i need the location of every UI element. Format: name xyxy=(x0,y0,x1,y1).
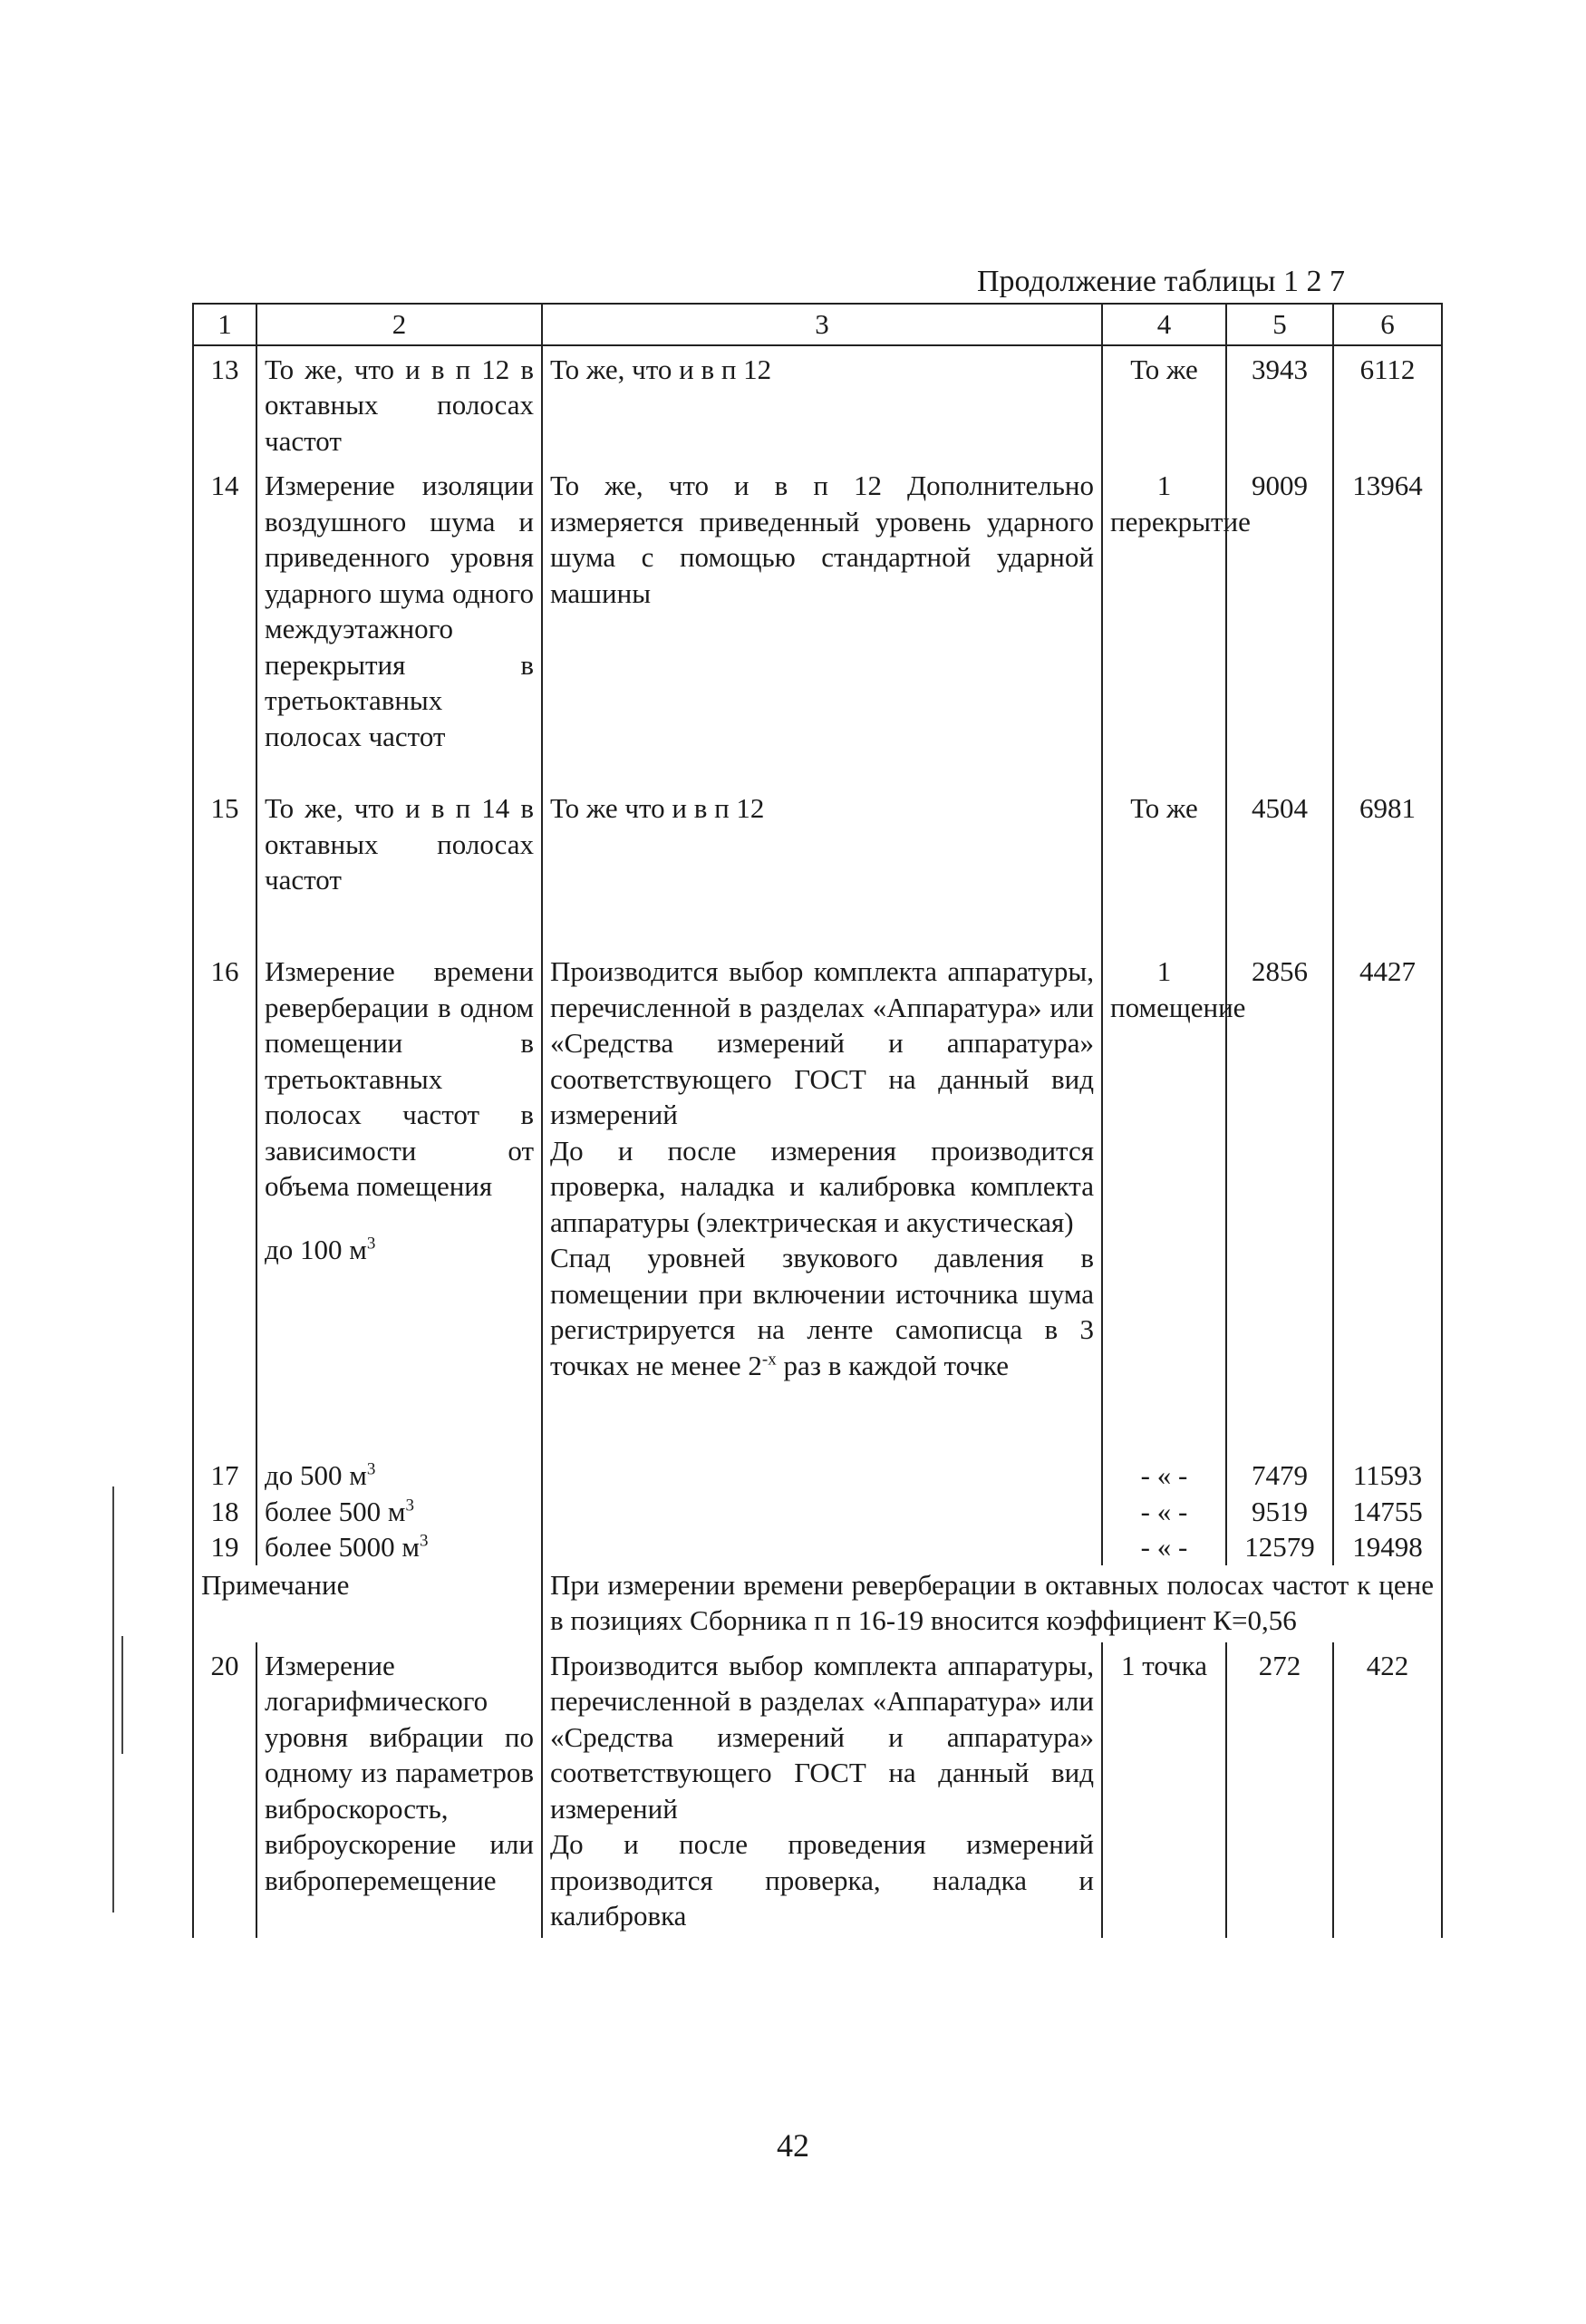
table-caption: Продолжение таблицы 1 2 7 xyxy=(977,265,1346,298)
exponent-superscript: -х xyxy=(761,1350,777,1370)
row-name-sub: до 100 м xyxy=(265,1233,367,1265)
row-description-cell xyxy=(542,1642,1102,1938)
table-row xyxy=(193,948,1442,1456)
row-name-cell xyxy=(256,1456,542,1494)
row-number: 14 xyxy=(193,462,256,785)
row-value-5: 4504 xyxy=(1226,785,1333,948)
row-unit: - « - xyxy=(1102,1456,1226,1494)
note-row xyxy=(193,1565,1442,1642)
row-number: 18 xyxy=(193,1494,256,1530)
row-value-6: 422 xyxy=(1333,1642,1442,1938)
row-value-5: 272 xyxy=(1226,1642,1333,1938)
margin-mark-2 xyxy=(121,1636,123,1754)
row-description: То же, что и в п 12 Дополнительно измеряется приведенный уровень ударного шума с помощью стандартной ударной машины xyxy=(542,462,1102,785)
table-row xyxy=(193,785,1442,948)
table-row xyxy=(193,462,1442,785)
row-value-5: 7479 xyxy=(1226,1456,1333,1494)
header-col-2: 2 xyxy=(256,304,542,345)
table-row xyxy=(193,1642,1442,1938)
row-unit: 1 помещение xyxy=(1102,948,1226,1456)
row-number: 19 xyxy=(193,1529,256,1565)
row-name: более 5000 м xyxy=(265,1531,420,1563)
cube-superscript: 3 xyxy=(366,1234,376,1254)
row-number: 15 xyxy=(193,785,256,948)
row-name: Измерение времени реверберации в одном помещении в третьоктавных полосах частот в зависимости от объема помещения xyxy=(265,955,534,1202)
table-row xyxy=(193,1529,1442,1565)
row-description: То же что и в п 12 xyxy=(542,785,1102,948)
row-name: до 500 м xyxy=(265,1459,367,1491)
row-unit: - « - xyxy=(1102,1529,1226,1565)
note-text: При измерении времени реверберации в октавных полосах частот к цене в позициях Сборника п п 16-19 вносится коэффициент К=0,56 xyxy=(542,1565,1442,1642)
table-header-row xyxy=(193,304,1442,345)
row-unit: 1 перекрытие xyxy=(1102,462,1226,785)
row-description: Производится выбор комплекта аппаратуры, перечисленной в разделах «Аппаратура» или «Средства измерений и аппаратура» соответствующего ГОСТ на данный вид измерений xyxy=(550,955,1094,1130)
row-description: Производится выбор комплекта аппаратуры, перечисленной в разделах «Аппаратура» или «Средства измерений и аппаратура» соответствующего ГОСТ на данный вид измерений xyxy=(550,1649,1094,1825)
row-description: То же, что и в п 12 xyxy=(542,345,1102,463)
row-unit: 1 точка xyxy=(1102,1642,1226,1938)
cube-superscript: 3 xyxy=(419,1531,429,1551)
row-unit: То же xyxy=(1102,785,1226,948)
price-table xyxy=(192,303,1443,1938)
page-number: 42 xyxy=(777,2127,809,2164)
row-unit: То же xyxy=(1102,345,1226,463)
row-value-5: 2856 xyxy=(1226,948,1333,1456)
margin-mark-1 xyxy=(112,1486,114,1912)
row-value-5: 12579 xyxy=(1226,1529,1333,1565)
table-row xyxy=(193,345,1442,463)
row-value-6: 19498 xyxy=(1333,1529,1442,1565)
row-unit: - « - xyxy=(1102,1494,1226,1530)
row-name: Измерение изоляции воздушного шума и приведенного уровня ударного шума одного междуэтажного перекрытия в третьоктавных полосах частот xyxy=(256,462,542,785)
row-value-6: 11593 xyxy=(1333,1456,1442,1494)
row-value-6: 14755 xyxy=(1333,1494,1442,1530)
row-name-cell xyxy=(256,1529,542,1565)
row-value-5: 9519 xyxy=(1226,1494,1333,1530)
header-col-5: 5 xyxy=(1226,304,1333,345)
row-description-cell xyxy=(542,948,1102,1456)
row-name-cell xyxy=(256,1494,542,1530)
row-name: То же, что и в п 12 в октавных полосах частот xyxy=(256,345,542,463)
header-col-6: 6 xyxy=(1333,304,1442,345)
table-row xyxy=(193,1494,1442,1530)
cube-superscript: 3 xyxy=(366,1459,376,1479)
row-number: 20 xyxy=(193,1642,256,1938)
row-number: 17 xyxy=(193,1456,256,1494)
row-description-3: Спад уровней звукового давления в помещении при включении источника шума регистрируется на ленте самописца в 3 точках не менее 2 xyxy=(550,1242,1094,1381)
row-name: То же, что и в п 14 в октавных полосах частот xyxy=(256,785,542,948)
row-name: Измерение логарифмического уровня вибрации по одному из параметров виброскорость, виброускорение или виброперемещение xyxy=(256,1642,542,1938)
header-col-3: 3 xyxy=(542,304,1102,345)
row-value-6: 6112 xyxy=(1333,345,1442,463)
header-col-4: 4 xyxy=(1102,304,1226,345)
row-description-3-end: раз в каждой точке xyxy=(783,1349,1009,1381)
row-value-6: 13964 xyxy=(1333,462,1442,785)
row-description xyxy=(542,1456,1102,1494)
row-description-2: До и после проведения измерений производится проверка, наладка и калибровка xyxy=(550,1828,1094,1932)
note-label: Примечание xyxy=(193,1565,542,1642)
row-value-5: 9009 xyxy=(1226,462,1333,785)
row-description xyxy=(542,1529,1102,1565)
cube-superscript: 3 xyxy=(405,1496,414,1515)
row-value-5: 3943 xyxy=(1226,345,1333,463)
row-number: 16 xyxy=(193,948,256,1456)
row-name-cell xyxy=(256,948,542,1456)
row-value-6: 4427 xyxy=(1333,948,1442,1456)
row-description xyxy=(542,1494,1102,1530)
row-description-2: До и после измерения производится проверка, наладка и калибровка комплекта аппаратуры (электрическая и акустическая) xyxy=(550,1134,1094,1238)
row-name: более 500 м xyxy=(265,1495,406,1527)
header-col-1: 1 xyxy=(193,304,256,345)
table-row xyxy=(193,1456,1442,1494)
row-value-6: 6981 xyxy=(1333,785,1442,948)
row-number: 13 xyxy=(193,345,256,463)
